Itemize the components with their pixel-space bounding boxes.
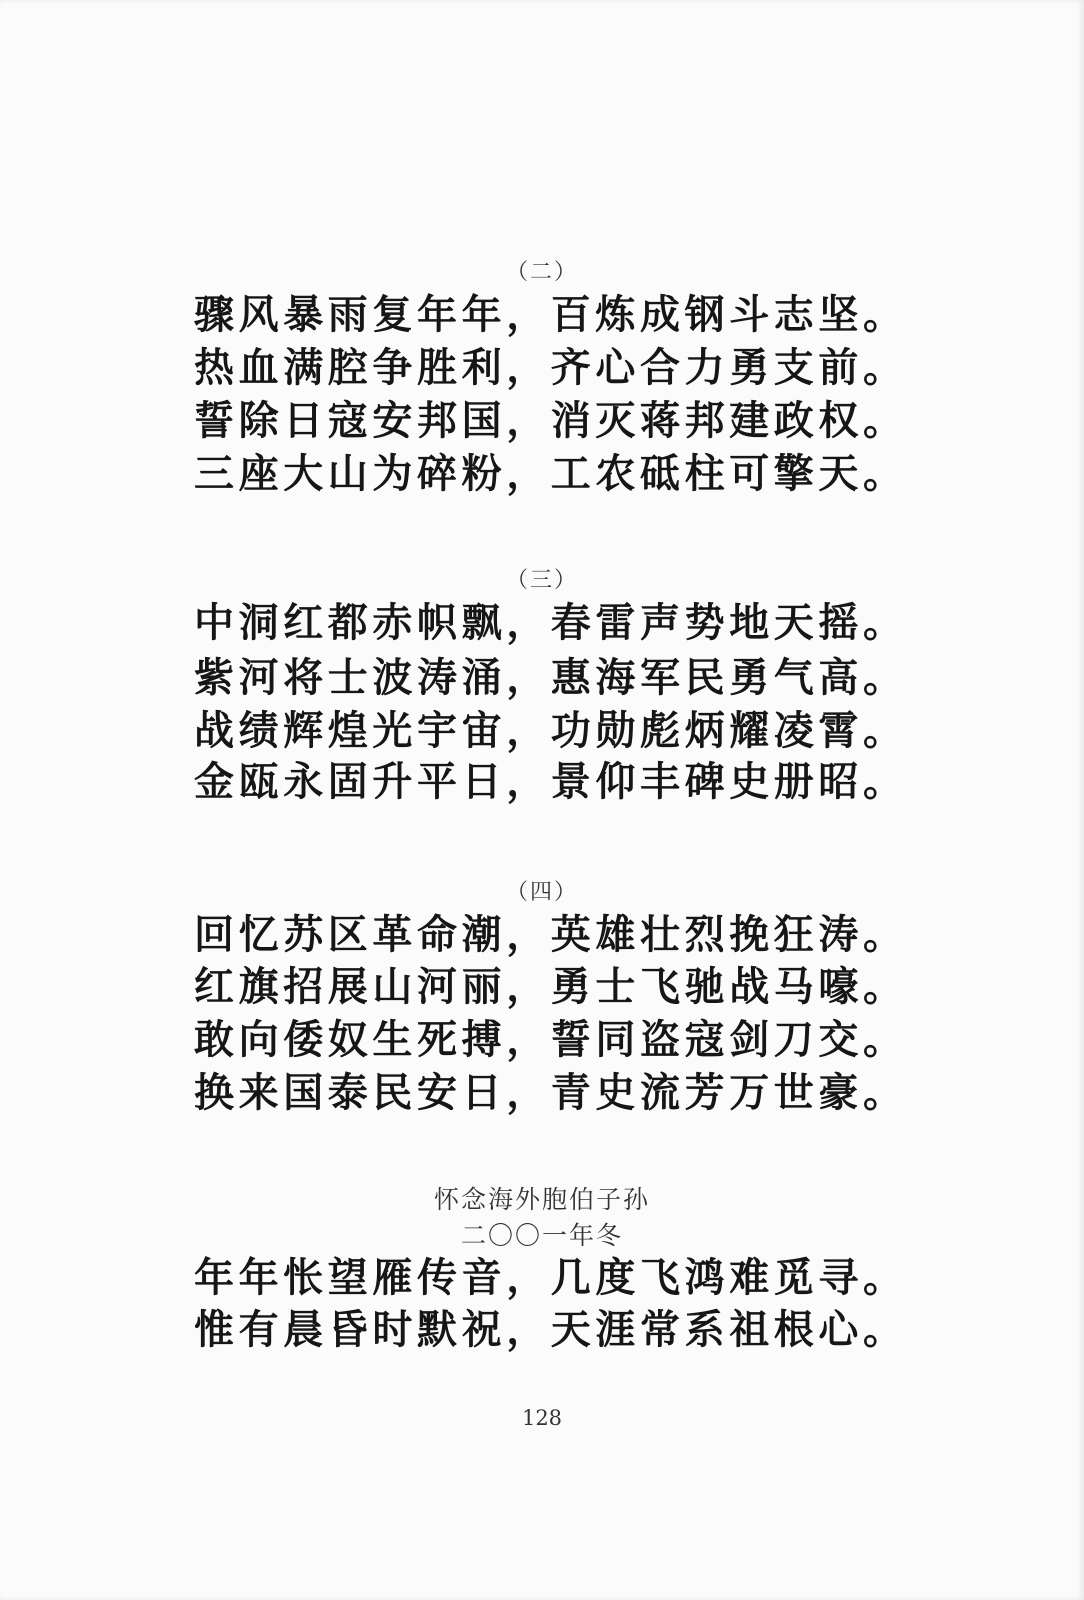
poem-date: 二〇〇一年冬 [460,1221,623,1250]
section-heading-4: （四） [505,880,578,905]
verse-line: 金瓯永固升平日，景仰丰碑史册昭。 [194,758,908,805]
verse-line: 回忆苏区革命潮，英雄壮烈挽狂涛。 [194,911,908,958]
verse-line: 中洞红都赤帜飘，春雷声势地天摇。 [194,599,908,646]
verse-line: 热血满腔争胜利，齐心合力勇支前。 [194,344,908,391]
verse-line: 战绩辉煌光宇宙，功勋彪炳耀凌霄。 [194,707,908,754]
verse-line: 换来国泰民安日，青史流芳万世豪。 [194,1069,908,1116]
page-number: 128 [521,1406,563,1430]
poem-title: 怀念海外胞伯子孙 [433,1185,650,1214]
verse-line: 骤风暴雨复年年，百炼成钢斗志坚。 [194,291,908,338]
verse-line: 敢向倭奴生死搏，誓同盗寇剑刀交。 [194,1016,908,1063]
verse-line: 誓除日寇安邦国，消灭蒋邦建政权。 [194,397,908,444]
verse-line: 惟有晨昏时默祝，天涯常系祖根心。 [194,1306,908,1353]
verse-line: 紫河将士波涛涌，惠海军民勇气高。 [194,654,908,701]
section-heading-3: （三） [505,568,578,593]
section-heading-2: （二） [505,260,578,285]
verse-line: 红旗招展山河丽，勇士飞驰战马嚎。 [194,963,908,1010]
verse-line: 三座大山为碎粉，工农砥柱可擎天。 [194,450,908,497]
verse-line: 年年怅望雁传音，几度飞鸿难觅寻。 [194,1254,908,1301]
